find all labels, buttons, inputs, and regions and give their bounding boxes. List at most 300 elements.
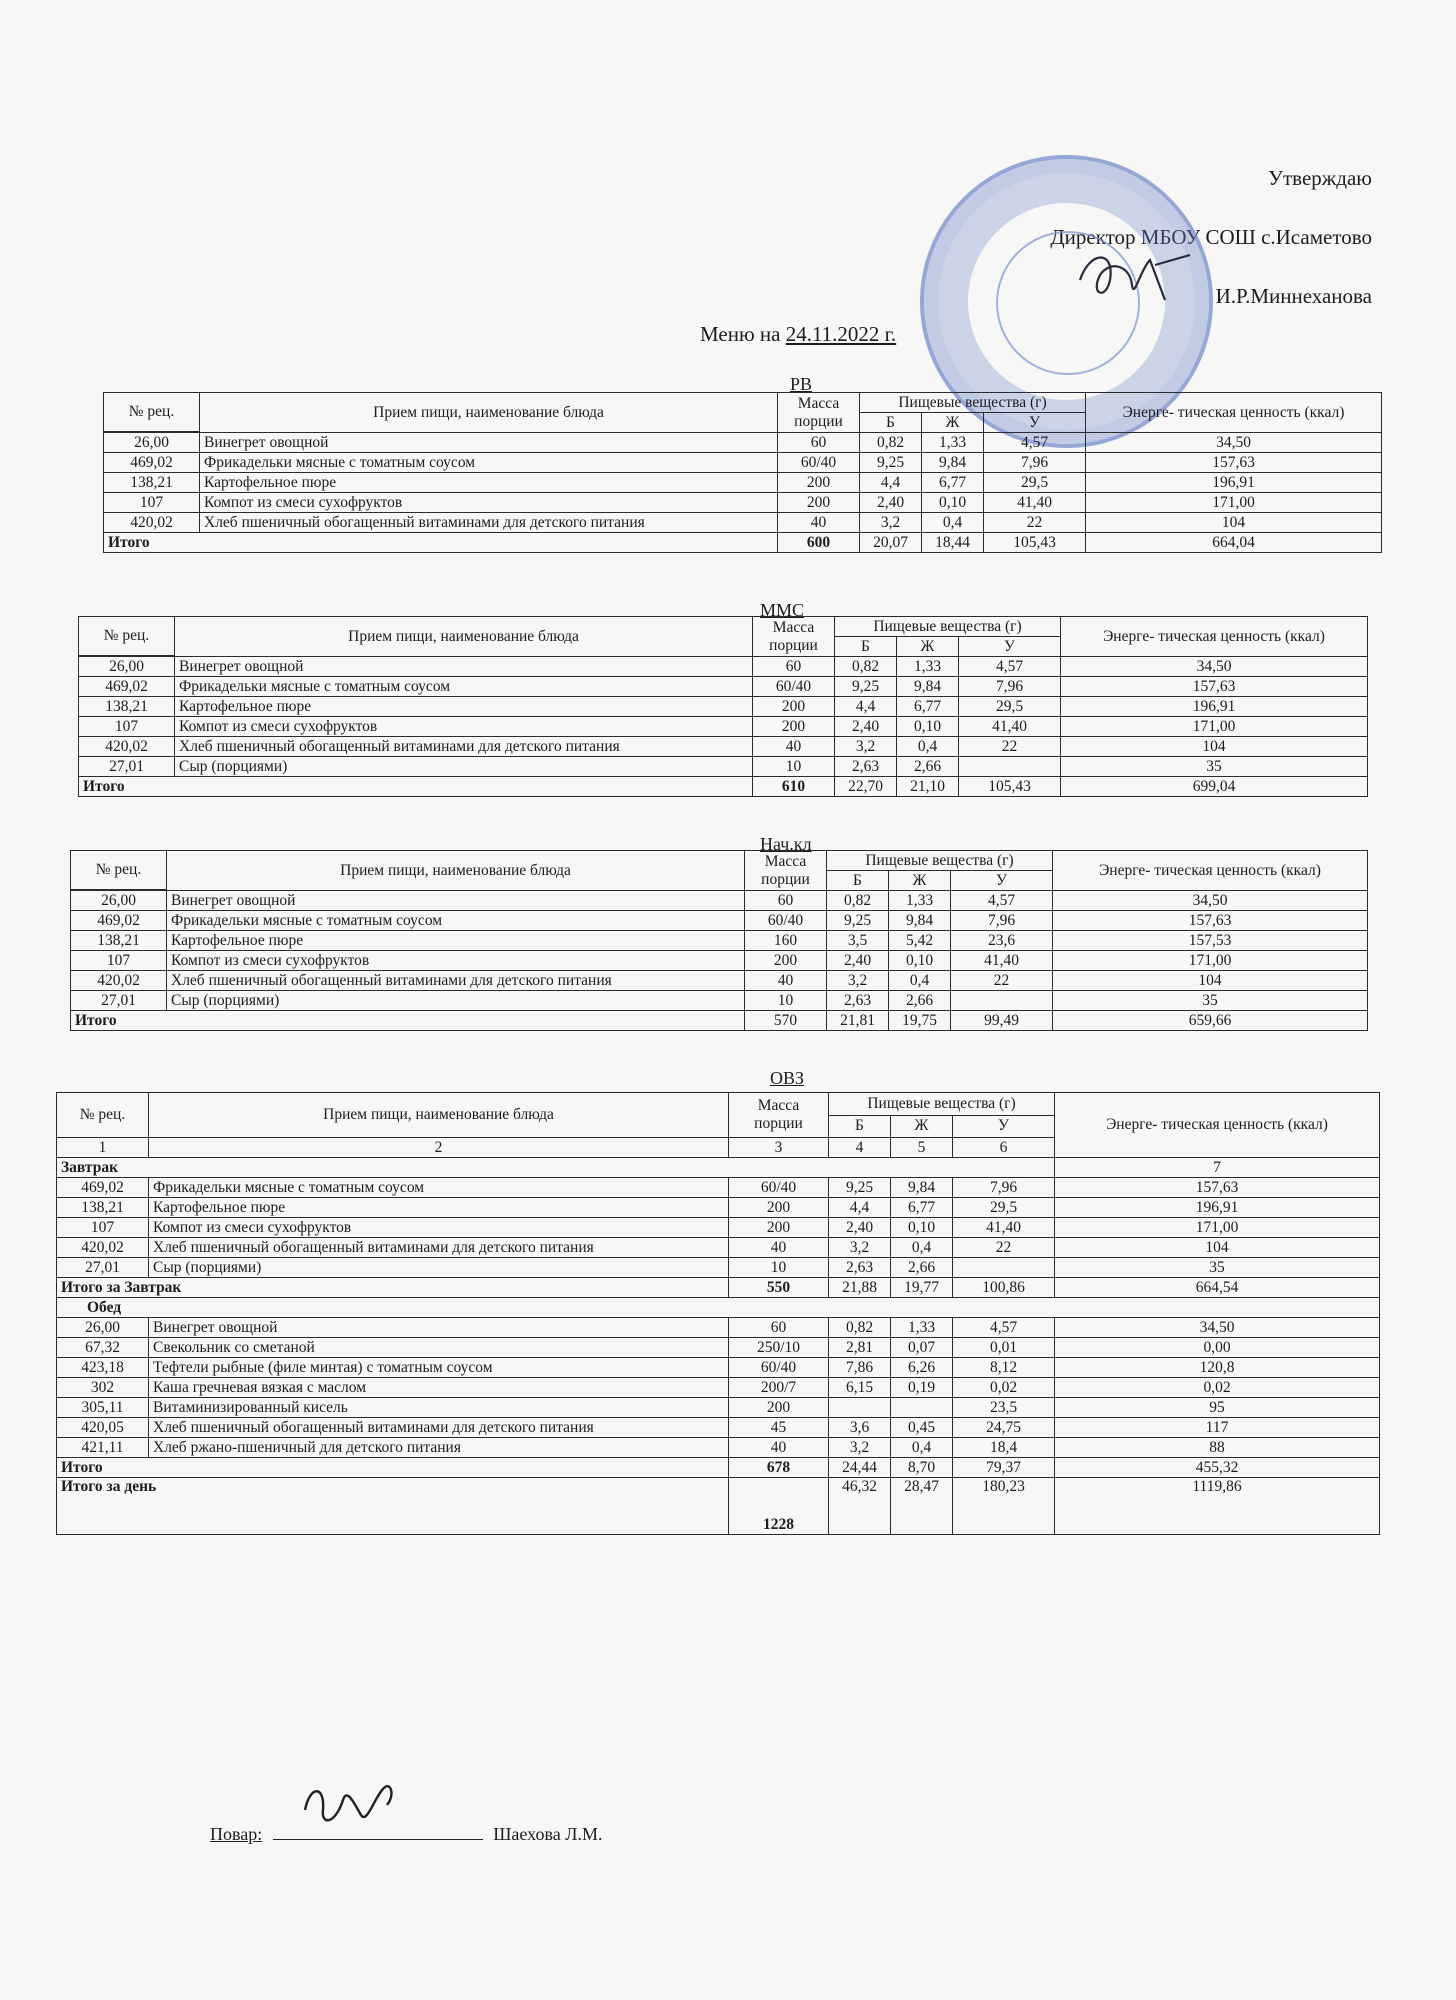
fat-value: 1,33 bbox=[897, 657, 959, 677]
protein-value: 6,15 bbox=[829, 1378, 891, 1398]
day-total-energy: 1119,86 bbox=[1055, 1478, 1380, 1535]
carb-value: 0,01 bbox=[953, 1338, 1055, 1358]
carb-value: 22 bbox=[984, 513, 1086, 533]
lunch-total-zh: 8,70 bbox=[891, 1458, 953, 1478]
protein-value: 0,82 bbox=[860, 433, 922, 453]
total-row bbox=[71, 1011, 1368, 1031]
fat-value: 2,66 bbox=[897, 757, 959, 777]
table-row bbox=[79, 677, 1368, 697]
colnum-6: 6 bbox=[953, 1138, 1055, 1158]
energy-value: 196,91 bbox=[1055, 1198, 1380, 1218]
rec-number: 107 bbox=[71, 951, 167, 971]
dish-name: Картофельное пюре bbox=[167, 931, 745, 951]
portion-mass: 60/40 bbox=[753, 677, 835, 697]
dish-name: Хлеб пшеничный обогащенный витаминами для детского питания bbox=[167, 971, 745, 991]
day-total-zh: 28,47 bbox=[891, 1478, 953, 1535]
lunch-label: Обед bbox=[57, 1298, 1380, 1318]
day-total-u: 180,23 bbox=[953, 1478, 1055, 1535]
total-b: 22,70 bbox=[835, 777, 897, 797]
fat-value: 1,33 bbox=[922, 433, 984, 453]
carb-value: 22 bbox=[959, 737, 1061, 757]
carb-value: 0,02 bbox=[953, 1378, 1055, 1398]
menu-title bbox=[700, 322, 896, 347]
table-row bbox=[104, 513, 1382, 533]
protein-value: 0,82 bbox=[827, 891, 889, 911]
fat-value: 0,4 bbox=[922, 513, 984, 533]
protein-value: 9,25 bbox=[860, 453, 922, 473]
approval-title: Утверждаю bbox=[1268, 166, 1372, 190]
breakfast-label: Завтрак bbox=[57, 1158, 1055, 1178]
protein-value: 2,40 bbox=[829, 1218, 891, 1238]
rec-number: 26,00 bbox=[79, 657, 175, 677]
carb-value: 29,5 bbox=[984, 473, 1086, 493]
table-row bbox=[104, 453, 1382, 473]
protein-value: 3,5 bbox=[827, 931, 889, 951]
rec-number: 305,11 bbox=[57, 1398, 149, 1418]
rec-number: 107 bbox=[79, 717, 175, 737]
menu-title-prefix: Меню на bbox=[700, 322, 781, 346]
portion-mass: 200/7 bbox=[729, 1378, 829, 1398]
carb-value: 23,5 bbox=[953, 1398, 1055, 1418]
breakfast-total-label: Итого за Завтрак bbox=[57, 1278, 729, 1298]
colnum-3: 3 bbox=[729, 1138, 829, 1158]
table-row bbox=[57, 1218, 1380, 1238]
day-total-b: 46,32 bbox=[829, 1478, 891, 1535]
dish-name: Винегрет овощной bbox=[167, 891, 745, 911]
energy-value: 34,50 bbox=[1086, 433, 1382, 453]
portion-mass: 200 bbox=[778, 493, 860, 513]
portion-mass: 200 bbox=[753, 717, 835, 737]
dish-name: Каша гречневая вязкая с маслом bbox=[149, 1378, 729, 1398]
carb-value: 4,57 bbox=[984, 433, 1086, 453]
total-row bbox=[79, 777, 1368, 797]
carb-value: 7,96 bbox=[959, 677, 1061, 697]
header-u: У bbox=[953, 1115, 1055, 1138]
table-row bbox=[71, 891, 1368, 911]
breakfast-total-zh: 19,77 bbox=[891, 1278, 953, 1298]
portion-mass: 200 bbox=[753, 697, 835, 717]
menu-table-mms bbox=[78, 616, 1368, 797]
protein-value: 3,2 bbox=[860, 513, 922, 533]
carb-value: 7,96 bbox=[953, 1178, 1055, 1198]
energy-value: 196,91 bbox=[1061, 697, 1368, 717]
rec-number: 469,02 bbox=[104, 453, 200, 473]
carb-value: 18,4 bbox=[953, 1438, 1055, 1458]
header-zh: Ж bbox=[922, 413, 984, 433]
table-row bbox=[104, 473, 1382, 493]
protein-value: 3,2 bbox=[829, 1438, 891, 1458]
table-row bbox=[71, 951, 1368, 971]
dish-name: Фрикадельки мясные с томатным соусом bbox=[200, 453, 778, 473]
fat-value: 0,10 bbox=[889, 951, 951, 971]
lunch-total-label: Итого bbox=[57, 1458, 729, 1478]
rec-number: 27,01 bbox=[71, 991, 167, 1011]
header-energy: Энерге- тическая ценность (ккал) bbox=[1053, 851, 1368, 891]
portion-mass: 200 bbox=[778, 473, 860, 493]
rec-number: 26,00 bbox=[104, 433, 200, 453]
table-row bbox=[57, 1318, 1380, 1338]
carb-value: 41,40 bbox=[951, 951, 1053, 971]
protein-value: 3,2 bbox=[829, 1238, 891, 1258]
dish-name: Хлеб пшеничный обогащенный витаминами для детского питания bbox=[149, 1238, 729, 1258]
fat-value: 6,77 bbox=[922, 473, 984, 493]
energy-value: 171,00 bbox=[1053, 951, 1368, 971]
carb-value: 24,75 bbox=[953, 1418, 1055, 1438]
cook-name: Шаехова Л.М. bbox=[493, 1824, 603, 1844]
rec-number: 302 bbox=[57, 1378, 149, 1398]
energy-value: 120,8 bbox=[1055, 1358, 1380, 1378]
dish-name: Фрикадельки мясные с томатным соусом bbox=[149, 1178, 729, 1198]
header-rec: № рец. bbox=[71, 851, 167, 890]
energy-value: 171,00 bbox=[1061, 717, 1368, 737]
carb-value: 23,6 bbox=[951, 931, 1053, 951]
portion-mass: 200 bbox=[745, 951, 827, 971]
energy-value: 0,02 bbox=[1055, 1378, 1380, 1398]
fat-value: 9,84 bbox=[897, 677, 959, 697]
fat-value: 0,45 bbox=[891, 1418, 953, 1438]
energy-value: 35 bbox=[1053, 991, 1368, 1011]
total-label: Итого bbox=[71, 1011, 745, 1031]
header-energy: Энерге- тическая ценность (ккал) bbox=[1061, 617, 1368, 657]
energy-value: 104 bbox=[1053, 971, 1368, 991]
section-title-mms: ММС bbox=[760, 600, 805, 620]
rec-number: 138,21 bbox=[79, 697, 175, 717]
dish-name: Хлеб пшеничный обогащенный витаминами для детского питания bbox=[200, 513, 778, 533]
header-rec: № рец. bbox=[79, 617, 175, 656]
total-energy: 659,66 bbox=[1053, 1011, 1368, 1031]
portion-mass: 60 bbox=[778, 433, 860, 453]
fat-value: 0,19 bbox=[891, 1378, 953, 1398]
portion-mass: 10 bbox=[745, 991, 827, 1011]
table-row bbox=[71, 991, 1368, 1011]
dish-name: Сыр (порциями) bbox=[167, 991, 745, 1011]
energy-value: 117 bbox=[1055, 1418, 1380, 1438]
table-row bbox=[57, 1198, 1380, 1218]
lunch-total-u: 79,37 bbox=[953, 1458, 1055, 1478]
total-b: 20,07 bbox=[860, 533, 922, 553]
lunch-total-mass: 678 bbox=[729, 1458, 829, 1478]
energy-value: 171,00 bbox=[1055, 1218, 1380, 1238]
energy-value: 34,50 bbox=[1053, 891, 1368, 911]
total-u: 99,49 bbox=[951, 1011, 1053, 1031]
dish-name: Компот из смеси сухофруктов bbox=[167, 951, 745, 971]
fat-value: 9,84 bbox=[889, 911, 951, 931]
carb-value: 41,40 bbox=[953, 1218, 1055, 1238]
energy-value: 157,63 bbox=[1055, 1178, 1380, 1198]
carb-value: 41,40 bbox=[959, 717, 1061, 737]
total-zh: 18,44 bbox=[922, 533, 984, 553]
dish-name: Витаминизированный кисель bbox=[149, 1398, 729, 1418]
table-row bbox=[57, 1438, 1380, 1458]
header-zh: Ж bbox=[889, 871, 951, 891]
energy-value: 171,00 bbox=[1086, 493, 1382, 513]
portion-mass: 40 bbox=[753, 737, 835, 757]
dish-name: Свекольник со сметаной bbox=[149, 1338, 729, 1358]
protein-value: 9,25 bbox=[835, 677, 897, 697]
colnum-2: 2 bbox=[149, 1138, 729, 1158]
carb-value: 41,40 bbox=[984, 493, 1086, 513]
protein-value: 7,86 bbox=[829, 1358, 891, 1378]
section-title-nachkl: Нач.кл bbox=[760, 834, 812, 854]
header-nutrients: Пищевые вещества (г) bbox=[829, 1093, 1055, 1116]
total-mass: 600 bbox=[778, 533, 860, 553]
total-b: 21,81 bbox=[827, 1011, 889, 1031]
protein-value: 4,4 bbox=[829, 1198, 891, 1218]
menu-table-rv bbox=[103, 392, 1382, 553]
carb-value: 4,57 bbox=[959, 657, 1061, 677]
lunch-total-row bbox=[57, 1458, 1380, 1478]
signature-line bbox=[273, 1839, 483, 1840]
header-name: Прием пищи, наименование блюда bbox=[167, 851, 745, 891]
portion-mass: 40 bbox=[745, 971, 827, 991]
protein-value: 0,82 bbox=[835, 657, 897, 677]
portion-mass: 40 bbox=[729, 1238, 829, 1258]
table-row bbox=[57, 1398, 1380, 1418]
rec-number: 420,02 bbox=[104, 513, 200, 533]
rec-number: 138,21 bbox=[57, 1198, 149, 1218]
director-signature bbox=[1070, 240, 1200, 310]
rec-number: 26,00 bbox=[71, 891, 167, 911]
table-row bbox=[79, 717, 1368, 737]
approval-position: Директор МБОУ СОШ с.Исаметово bbox=[1050, 225, 1372, 249]
fat-value: 0,10 bbox=[891, 1218, 953, 1238]
rec-number: 421,11 bbox=[57, 1438, 149, 1458]
dish-name: Хлеб ржано-пшеничный для детского питания bbox=[149, 1438, 729, 1458]
total-zh: 21,10 bbox=[897, 777, 959, 797]
cook-label: Повар: bbox=[210, 1824, 263, 1844]
dish-name: Фрикадельки мясные с томатным соусом bbox=[175, 677, 753, 697]
protein-value bbox=[829, 1398, 891, 1418]
dish-name: Компот из смеси сухофруктов bbox=[200, 493, 778, 513]
dish-name: Хлеб пшеничный обогащенный витаминами для детского питания bbox=[175, 737, 753, 757]
portion-mass: 10 bbox=[753, 757, 835, 777]
table-row bbox=[57, 1358, 1380, 1378]
header-zh: Ж bbox=[891, 1115, 953, 1138]
rec-number: 138,21 bbox=[104, 473, 200, 493]
rec-number: 67,32 bbox=[57, 1338, 149, 1358]
fat-value: 1,33 bbox=[891, 1318, 953, 1338]
protein-value: 3,2 bbox=[827, 971, 889, 991]
rec-number: 107 bbox=[104, 493, 200, 513]
lunch-total-b: 24,44 bbox=[829, 1458, 891, 1478]
carb-value bbox=[953, 1258, 1055, 1278]
fat-value: 6,77 bbox=[891, 1198, 953, 1218]
table-row bbox=[79, 737, 1368, 757]
dish-name: Фрикадельки мясные с томатным соусом bbox=[167, 911, 745, 931]
fat-value: 2,66 bbox=[891, 1258, 953, 1278]
table-row bbox=[57, 1338, 1380, 1358]
portion-mass: 60/40 bbox=[745, 911, 827, 931]
day-total-row bbox=[57, 1478, 1380, 1535]
energy-value: 157,53 bbox=[1053, 931, 1368, 951]
carb-value: 29,5 bbox=[959, 697, 1061, 717]
rec-number: 138,21 bbox=[71, 931, 167, 951]
portion-mass: 160 bbox=[745, 931, 827, 951]
dish-name: Винегрет овощной bbox=[149, 1318, 729, 1338]
table-row bbox=[104, 433, 1382, 453]
energy-value: 157,63 bbox=[1053, 911, 1368, 931]
dish-name: Картофельное пюре bbox=[149, 1198, 729, 1218]
fat-value: 0,4 bbox=[891, 1438, 953, 1458]
portion-mass: 200 bbox=[729, 1218, 829, 1238]
carb-value: 29,5 bbox=[953, 1198, 1055, 1218]
fat-value: 0,4 bbox=[891, 1238, 953, 1258]
carb-value: 7,96 bbox=[984, 453, 1086, 473]
fat-value: 1,33 bbox=[889, 891, 951, 911]
total-u: 105,43 bbox=[959, 777, 1061, 797]
portion-mass: 40 bbox=[778, 513, 860, 533]
rec-number: 469,02 bbox=[79, 677, 175, 697]
protein-value: 0,82 bbox=[829, 1318, 891, 1338]
energy-value: 88 bbox=[1055, 1438, 1380, 1458]
day-total-mass: 1228 bbox=[729, 1478, 829, 1535]
header-name: Прием пищи, наименование блюда bbox=[175, 617, 753, 657]
table-row bbox=[71, 911, 1368, 931]
portion-mass: 10 bbox=[729, 1258, 829, 1278]
carb-value bbox=[959, 757, 1061, 777]
protein-value: 4,4 bbox=[835, 697, 897, 717]
carb-value: 22 bbox=[951, 971, 1053, 991]
header-u: У bbox=[959, 637, 1061, 657]
header-name: Прием пищи, наименование блюда bbox=[149, 1093, 729, 1138]
rec-number: 420,02 bbox=[79, 737, 175, 757]
table-row bbox=[57, 1238, 1380, 1258]
table-row bbox=[57, 1178, 1380, 1198]
carb-value bbox=[951, 991, 1053, 1011]
protein-value: 2,63 bbox=[827, 991, 889, 1011]
rec-number: 469,02 bbox=[71, 911, 167, 931]
carb-value: 7,96 bbox=[951, 911, 1053, 931]
fat-value: 0,07 bbox=[891, 1338, 953, 1358]
energy-value: 35 bbox=[1061, 757, 1368, 777]
lunch-label-row bbox=[57, 1298, 1380, 1318]
portion-mass: 60/40 bbox=[729, 1358, 829, 1378]
dish-name: Тефтели рыбные (филе минтая) с томатным соусом bbox=[149, 1358, 729, 1378]
fat-value: 6,26 bbox=[891, 1358, 953, 1378]
dish-name: Компот из смеси сухофруктов bbox=[149, 1218, 729, 1238]
energy-value: 104 bbox=[1055, 1238, 1380, 1258]
protein-value: 3,2 bbox=[835, 737, 897, 757]
header-u: У bbox=[951, 871, 1053, 891]
total-label: Итого bbox=[104, 533, 778, 553]
menu-date: 24.11.2022 г. bbox=[785, 322, 897, 346]
dish-name: Винегрет овощной bbox=[175, 657, 753, 677]
header-energy: Энерге- тическая ценность (ккал) bbox=[1086, 393, 1382, 433]
rec-number: 420,05 bbox=[57, 1418, 149, 1438]
colnum-7: 7 bbox=[1055, 1158, 1380, 1178]
portion-mass: 60/40 bbox=[778, 453, 860, 473]
approval-name: И.Р.Миннеханова bbox=[1215, 284, 1372, 308]
breakfast-label-row bbox=[57, 1158, 1380, 1178]
table-row bbox=[79, 697, 1368, 717]
carb-value: 22 bbox=[953, 1238, 1055, 1258]
colnum-4: 4 bbox=[829, 1138, 891, 1158]
fat-value: 9,84 bbox=[891, 1178, 953, 1198]
rec-number: 107 bbox=[57, 1218, 149, 1238]
total-energy: 699,04 bbox=[1061, 777, 1368, 797]
footer bbox=[210, 1824, 602, 1845]
header-mass: Масса порции bbox=[778, 393, 860, 433]
dish-name: Сыр (порциями) bbox=[175, 757, 753, 777]
energy-value: 0,00 bbox=[1055, 1338, 1380, 1358]
total-mass: 610 bbox=[753, 777, 835, 797]
dish-name: Картофельное пюре bbox=[200, 473, 778, 493]
table-row bbox=[57, 1378, 1380, 1398]
total-label: Итого bbox=[79, 777, 753, 797]
portion-mass: 45 bbox=[729, 1418, 829, 1438]
rec-number: 26,00 bbox=[57, 1318, 149, 1338]
portion-mass: 60 bbox=[753, 657, 835, 677]
dish-name: Винегрет овощной bbox=[200, 433, 778, 453]
protein-value: 4,4 bbox=[860, 473, 922, 493]
breakfast-total-energy: 664,54 bbox=[1055, 1278, 1380, 1298]
colnum-5: 5 bbox=[891, 1138, 953, 1158]
header-mass: Масса порции bbox=[753, 617, 835, 657]
breakfast-total-b: 21,88 bbox=[829, 1278, 891, 1298]
dish-name: Хлеб пшеничный обогащенный витаминами для детского питания bbox=[149, 1418, 729, 1438]
protein-value: 2,81 bbox=[829, 1338, 891, 1358]
section-title-rv: РВ bbox=[790, 374, 813, 394]
portion-mass: 40 bbox=[729, 1438, 829, 1458]
energy-value: 34,50 bbox=[1061, 657, 1368, 677]
energy-value: 35 bbox=[1055, 1258, 1380, 1278]
breakfast-total-row bbox=[57, 1278, 1380, 1298]
header-rec: № рец. bbox=[104, 393, 200, 432]
rec-number: 420,02 bbox=[57, 1238, 149, 1258]
energy-value: 157,63 bbox=[1086, 453, 1382, 473]
energy-value: 104 bbox=[1086, 513, 1382, 533]
header-nutrients: Пищевые вещества (г) bbox=[827, 851, 1053, 871]
section-title-ovz: ОВЗ bbox=[770, 1068, 805, 1088]
fat-value: 0,4 bbox=[889, 971, 951, 991]
table-row bbox=[71, 971, 1368, 991]
rec-number: 420,02 bbox=[71, 971, 167, 991]
table-row bbox=[57, 1258, 1380, 1278]
table-row bbox=[57, 1418, 1380, 1438]
dish-name: Картофельное пюре bbox=[175, 697, 753, 717]
portion-mass: 60 bbox=[745, 891, 827, 911]
header-rec: № рец. bbox=[57, 1093, 149, 1138]
energy-value: 104 bbox=[1061, 737, 1368, 757]
header-u: У bbox=[984, 413, 1086, 433]
total-row bbox=[104, 533, 1382, 553]
header-name: Прием пищи, наименование блюда bbox=[200, 393, 778, 433]
table-row bbox=[79, 757, 1368, 777]
colnum-1: 1 bbox=[57, 1138, 149, 1158]
day-total-label: Итого за день bbox=[57, 1478, 729, 1535]
total-energy: 664,04 bbox=[1086, 533, 1382, 553]
protein-value: 2,40 bbox=[827, 951, 889, 971]
header-zh: Ж bbox=[897, 637, 959, 657]
dish-name: Сыр (порциями) bbox=[149, 1258, 729, 1278]
protein-value: 2,63 bbox=[835, 757, 897, 777]
fat-value bbox=[891, 1398, 953, 1418]
header-b: Б bbox=[860, 413, 922, 433]
protein-value: 9,25 bbox=[827, 911, 889, 931]
fat-value: 5,42 bbox=[889, 931, 951, 951]
rec-number: 27,01 bbox=[57, 1258, 149, 1278]
table-row bbox=[71, 931, 1368, 951]
energy-value: 196,91 bbox=[1086, 473, 1382, 493]
breakfast-total-u: 100,86 bbox=[953, 1278, 1055, 1298]
lunch-total-energy: 455,32 bbox=[1055, 1458, 1380, 1478]
header-b: Б bbox=[827, 871, 889, 891]
breakfast-total-mass: 550 bbox=[729, 1278, 829, 1298]
energy-value: 34,50 bbox=[1055, 1318, 1380, 1338]
portion-mass: 60 bbox=[729, 1318, 829, 1338]
header-energy: Энерге- тическая ценность (ккал) bbox=[1055, 1093, 1380, 1158]
portion-mass: 200 bbox=[729, 1398, 829, 1418]
